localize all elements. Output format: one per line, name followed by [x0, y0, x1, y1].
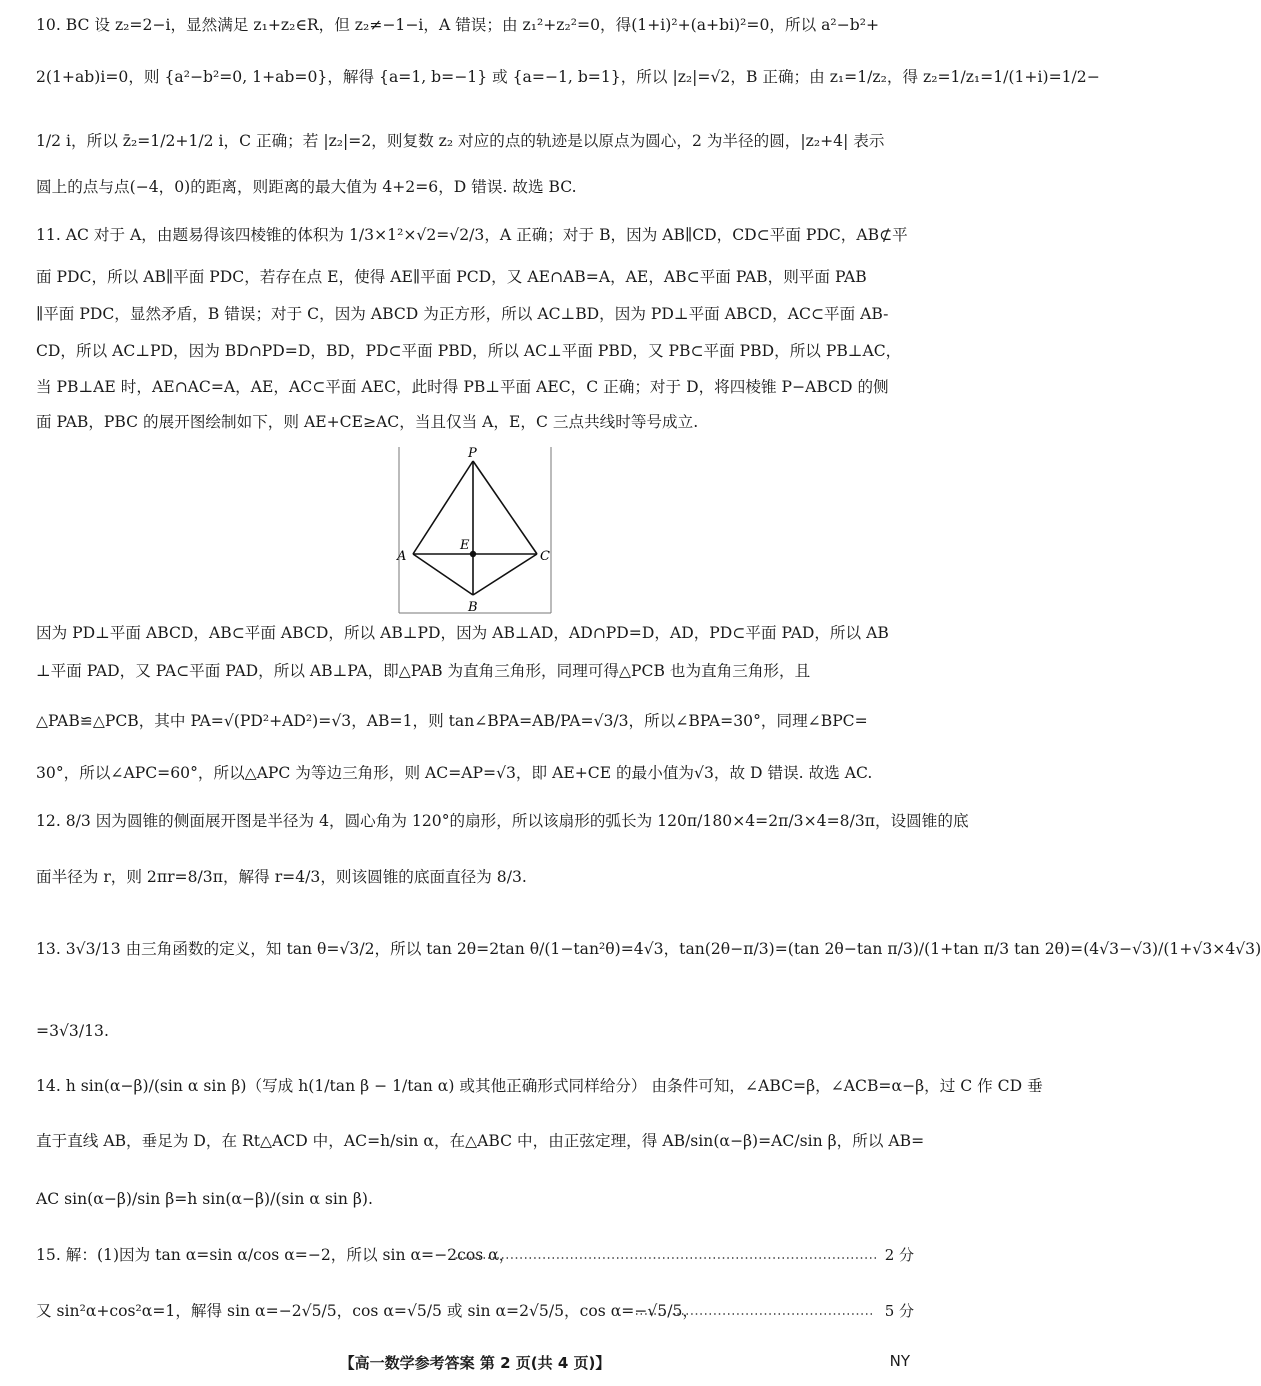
label-E: E — [460, 538, 470, 553]
page-footer — [0, 1352, 950, 1374]
answer-11-line-1: 11. AC 对于 A，由题易得该四棱锥的体积为 1/3×1²×√2=√2/3，A 正确；对于 B，因为 AB∥CD，CD⊂平面 PDC，AB⊄平 — [36, 226, 908, 244]
edge-CB — [473, 554, 537, 595]
answer-12-line-2: 面半径为 r，则 2πr=8/3π，解得 r=4/3，则该圆锥的底面直径为 8/3. — [36, 868, 527, 886]
footer-code: NY — [889, 1352, 910, 1370]
label-A: A — [397, 549, 407, 564]
answer-13-line-2: =3√3/13. — [36, 1022, 109, 1040]
answer-11-line-2: 面 PDC，所以 AB∥平面 PDC，若存在点 E，使得 AE∥平面 PCD，又 AE∩AB=A，AE，AB⊂平面 PAB，则平面 PAB — [36, 268, 867, 286]
answer-14-line-2: 直于直线 AB，垂足为 D，在 Rt△ACD 中，AC=h/sin α，在△ABC 中，由正弦定理，得 AB/sin(α−β)=AC/sin β，所以 AB= — [36, 1132, 925, 1150]
label-P: P — [468, 446, 477, 461]
answer-11-line-6: 面 PAB，PBC 的展开图绘制如下，则 AE+CE≥AC，当且仅当 A，E，C 三点共线时等号成立. — [36, 413, 699, 431]
label-C: C — [540, 549, 550, 564]
answer-14-line-3: AC sin(α−β)/sin β=h sin(α−β)/(sin α sin β). — [36, 1190, 373, 1208]
answer-15-line-2: 又 sin²α+cos²α=1，解得 sin α=−2√5/5，cos α=√5/5 或 sin α=2√5/5，cos α=−√5/5， — [36, 1302, 698, 1320]
label-B: B — [468, 600, 478, 615]
answer-10-line-1: 10. BC 设 z₂=2−i，显然满足 z₁+z₂∈R，但 z₂≠−1−i，A 错误；由 z₁²+z₂²=0，得(1+i)²+(a+bi)²=0，所以 a²−b²+ — [36, 16, 880, 34]
edge-PC — [473, 461, 537, 554]
answer-10-line-2: 2(1+ab)i=0，则 {a²−b²=0, 1+ab=0}，解得 {a=1, b=−1} 或 {a=−1, b=1}，所以 |z₂|=√2，B 正确；由 z₁=1/z₂，得 z₂=1/z₁=1/(1+i)=1/2− — [36, 68, 1100, 86]
answer-12-line-1: 12. 8/3 因为圆锥的侧面展开图是半径为 4，圆心角为 120°的扇形，所以该扇形的弧长为 120π/180×4=2π/3×4=8/3π，设圆锥的底 — [36, 812, 969, 830]
answer-14-line-1: 14. h sin(α−β)/(sin α sin β)（写成 h(1/tan β − 1/tan α) 或其他正确形式同样给分） 由条件可知，∠ABC=β，∠ACB=α−β，过 C 作 CD 垂 — [36, 1077, 1043, 1095]
answer-11-line-3: ∥平面 PDC，显然矛盾，B 错误；对于 C，因为 ABCD 为正方形，所以 AC⊥BD，因为 PD⊥平面 ABCD，AC⊂平面 AB- — [36, 305, 889, 323]
answer-11-line-5: 当 PB⊥AE 时，AE∩AC=A，AE，AC⊂平面 AEC，此时得 PB⊥平面 AEC，C 正确；对于 D，将四棱锥 P−ABCD 的侧 — [36, 378, 889, 396]
answer-15-line-1: 15. 解：(1)因为 tan α=sin α/cos α=−2，所以 sin α=−2cos α， — [36, 1246, 515, 1264]
answer-11-line-7: 因为 PD⊥平面 ABCD，AB⊂平面 ABCD，所以 AB⊥PD，因为 AB⊥AD，AD∩PD=D，AD，PD⊂平面 PAD，所以 AB — [36, 624, 889, 642]
answer-11-line-9: △PAB≌△PCB，其中 PA=√(PD²+AD²)=√3，AB=1，则 tan∠BPA=AB/PA=√3/3，所以∠BPA=30°，同理∠BPC= — [36, 712, 868, 730]
edge-AB — [413, 554, 473, 595]
answer-11-line-8: ⊥平面 PAD，又 PA⊂平面 PAD，所以 AB⊥PA，即△PAB 为直角三角形，同理可得△PCB 也为直角三角形，且 — [36, 662, 811, 680]
score-mark-1: 2 分 — [884, 1246, 914, 1264]
unfolded-pyramid-figure — [397, 447, 553, 615]
answer-10-line-3: 1/2 i，所以 z̄₂=1/2+1/2 i，C 正确；若 |z₂|=2，则复数 z₂ 对应的点的轨迹是以原点为圆心，2 为半径的圆，|z₂+4| 表示 — [36, 132, 885, 150]
score-mark-2: 5 分 — [884, 1302, 914, 1320]
dot-leader-2 — [636, 1312, 872, 1316]
answer-11-line-4: CD，所以 AC⊥PD，因为 BD∩PD=D，BD，PD⊂平面 PBD，所以 AC⊥平面 PBD，又 PB⊂平面 PBD，所以 PB⊥AC， — [36, 342, 902, 360]
point-E — [470, 551, 476, 557]
answer-11-line-10: 30°，所以∠APC=60°，所以△APC 为等边三角形，则 AC=AP=√3，即 AE+CE 的最小值为√3，故 D 错误. 故选 AC. — [36, 764, 873, 782]
answer-13-line-1: 13. 3√3/13 由三角函数的定义，知 tan θ=√3/2，所以 tan 2θ=2tan θ/(1−tan²θ)=4√3，tan(2θ−π/3)=(tan 2θ−tan π/3)/(1+tan π/3 tan 2θ)=(4√3−√3)/(1+√3×4√3) — [36, 940, 1261, 958]
footer-title: 【高一数学参考答案 第 2 页(共 4 页)】 — [339, 1354, 611, 1372]
answer-10-line-4: 圆上的点与点(−4，0)的距离，则距离的最大值为 4+2=6，D 错误. 故选 BC. — [36, 178, 577, 196]
dot-leader-1 — [456, 1256, 876, 1260]
